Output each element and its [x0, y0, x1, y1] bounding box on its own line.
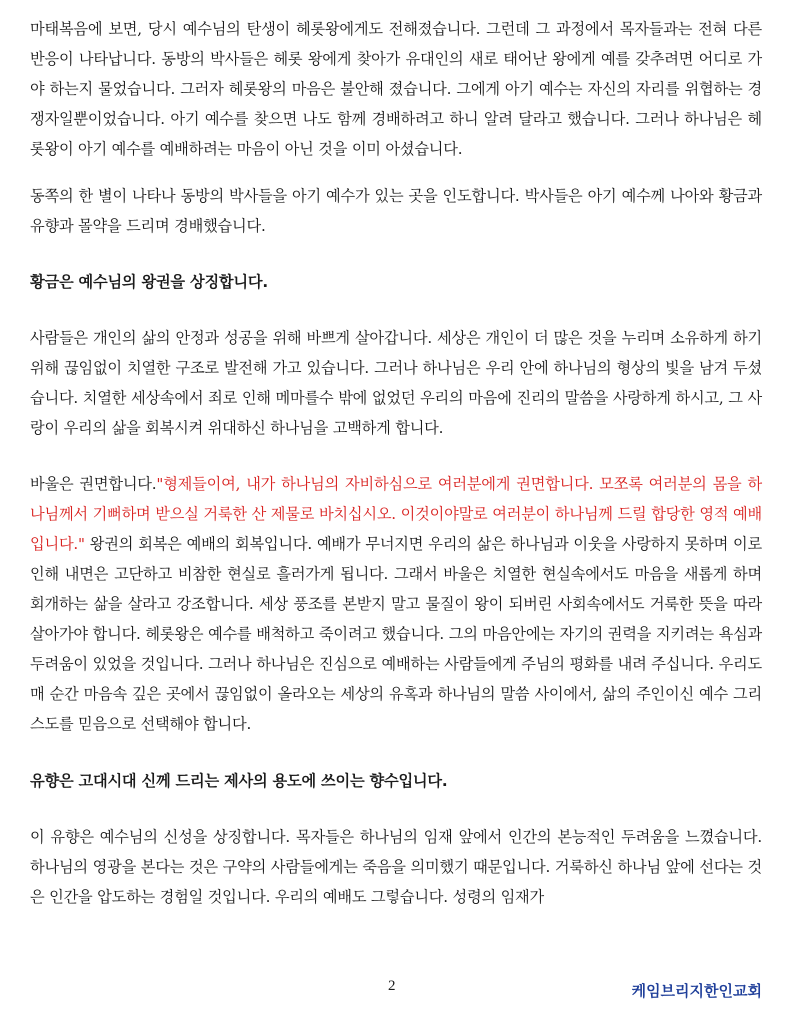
paragraph-herod: 마태복음에 보면, 당시 예수님의 탄생이 헤롯왕에게도 전해졌습니다. 그런데 그 과정에서 목자들과는 전혀 다른 반응이 나타납니다. 동방의 박사들은 헤롯 왕에게 찾아가 유대인의 새로 태어난 왕에게 예를 갖추려면 어디로 가야 하는지 물었습니다. 그러자 헤롯왕의 마음은 불안해 졌습니다. 그에게 아기 예수는 자신의 자리를 위협하는 경쟁자일뿐이었습니다. 아기 예수를 찾으면 나도 함께 경배하려고 하니 알려 달라고 했습니다. 그러나 하나님은 헤롯왕이 아기 예수를 예배하려는 마음이 아닌 것을 이미 아셨습니다.	[30, 20, 762, 158]
heading-frankincense: 유향은 고대시대 신께 드리는 제사의 용도에 쓰이는 향수입니다.	[30, 772, 448, 790]
paragraph-kingship: 사람들은 개인의 삶의 안정과 성공을 위해 바쁘게 살아갑니다. 세상은 개인이 더 많은 것을 누리며 소유하게 하기 위해 끊임없이 치열한 구조로 발전해 가고 있습니다. 그러나 하나님은 우리 안에 하나님의 형상의 빛을 남겨 두셨습니다. 치열한 세상속에서 죄로 인해 메마를수 밖에 없었던 우리의 마음에 진리의 말씀을 사랑하게 하시고, 그 사랑이 우리의 삶을 회복시켜 위대하신 하나님을 고백하게 합니다.	[30, 329, 762, 437]
paragraph-paul	[30, 469, 762, 739]
heading-gold: 황금은 예수님의 왕권을 상징합니다.	[30, 273, 268, 291]
church-name: 케임브리지한인교회	[631, 982, 762, 1000]
paragraph-divinity: 이 유향은 예수님의 신성을 상징합니다. 목자들은 하나님의 임재 앞에서 인간의 본능적인 두려움을 느꼈습니다. 하나님의 영광을 본다는 것은 구약의 사람들에게는 죽음을 의미했기 때문입니다. 거룩하신 하나님 앞에 선다는 것은 인간을 압도하는 경험일 것입니다. 우리의 예배도 그렇습니다. 성령의 임재가	[30, 828, 762, 906]
page-number: 2	[388, 978, 396, 994]
paul-lead: 바울은 권면합니다.	[30, 475, 157, 493]
paul-rest: 왕권의 회복은 예배의 회복입니다. 예배가 무너지면 우리의 삶은 하나님과 이웃을 사랑하지 못하며 이로 인해 내면은 고단하고 비참한 현실로 흘러가게 됩니다. 그래서 바울은 치열한 현실속에서도 마음을 새롭게 하며 회개하는 삶을 살라고 강조합니다. 세상 풍조를 본받지 말고 물질이 왕이 되버린 사회속에서도 거룩한 뜻을 따라 살아가야 합니다. 헤롯왕은 예수를 배척하고 죽이려고 했습니다. 그의 마음안에는 자기의 권력을 지키려는 욕심과 두려움이 있었을 것입니다. 그러나 하나님은 진심으로 예배하는 사람들에게 주님의 평화를 내려 주십니다. 우리도 매 순간 마음속 깊은 곳에서 끊임없이 올라오는 세상의 유혹과 하나님의 말씀 사이에서, 삶의 주인이신 예수 그리스도를 믿음으로 선택해야 합니다.	[30, 535, 762, 733]
paragraph-magi: 동쪽의 한 별이 나타나 동방의 박사들을 아기 예수가 있는 곳을 인도합니다. 박사들은 아기 예수께 나아와 황금과 유향과 몰약을 드리며 경배했습니다.	[30, 187, 762, 235]
document-body	[30, 14, 762, 912]
paul-quote: "형제들이여, 내가 하나님의 자비하심으로 여러분에게 권면합니다. 모쪼록 여러분의 몸을 하나님께서 기뻐하며 받으실 거룩한 산 제물로 바치십시오. 이것이야말로 여러분이 하나님께 드릴 합당한 영적 예배입니다."	[30, 475, 763, 553]
